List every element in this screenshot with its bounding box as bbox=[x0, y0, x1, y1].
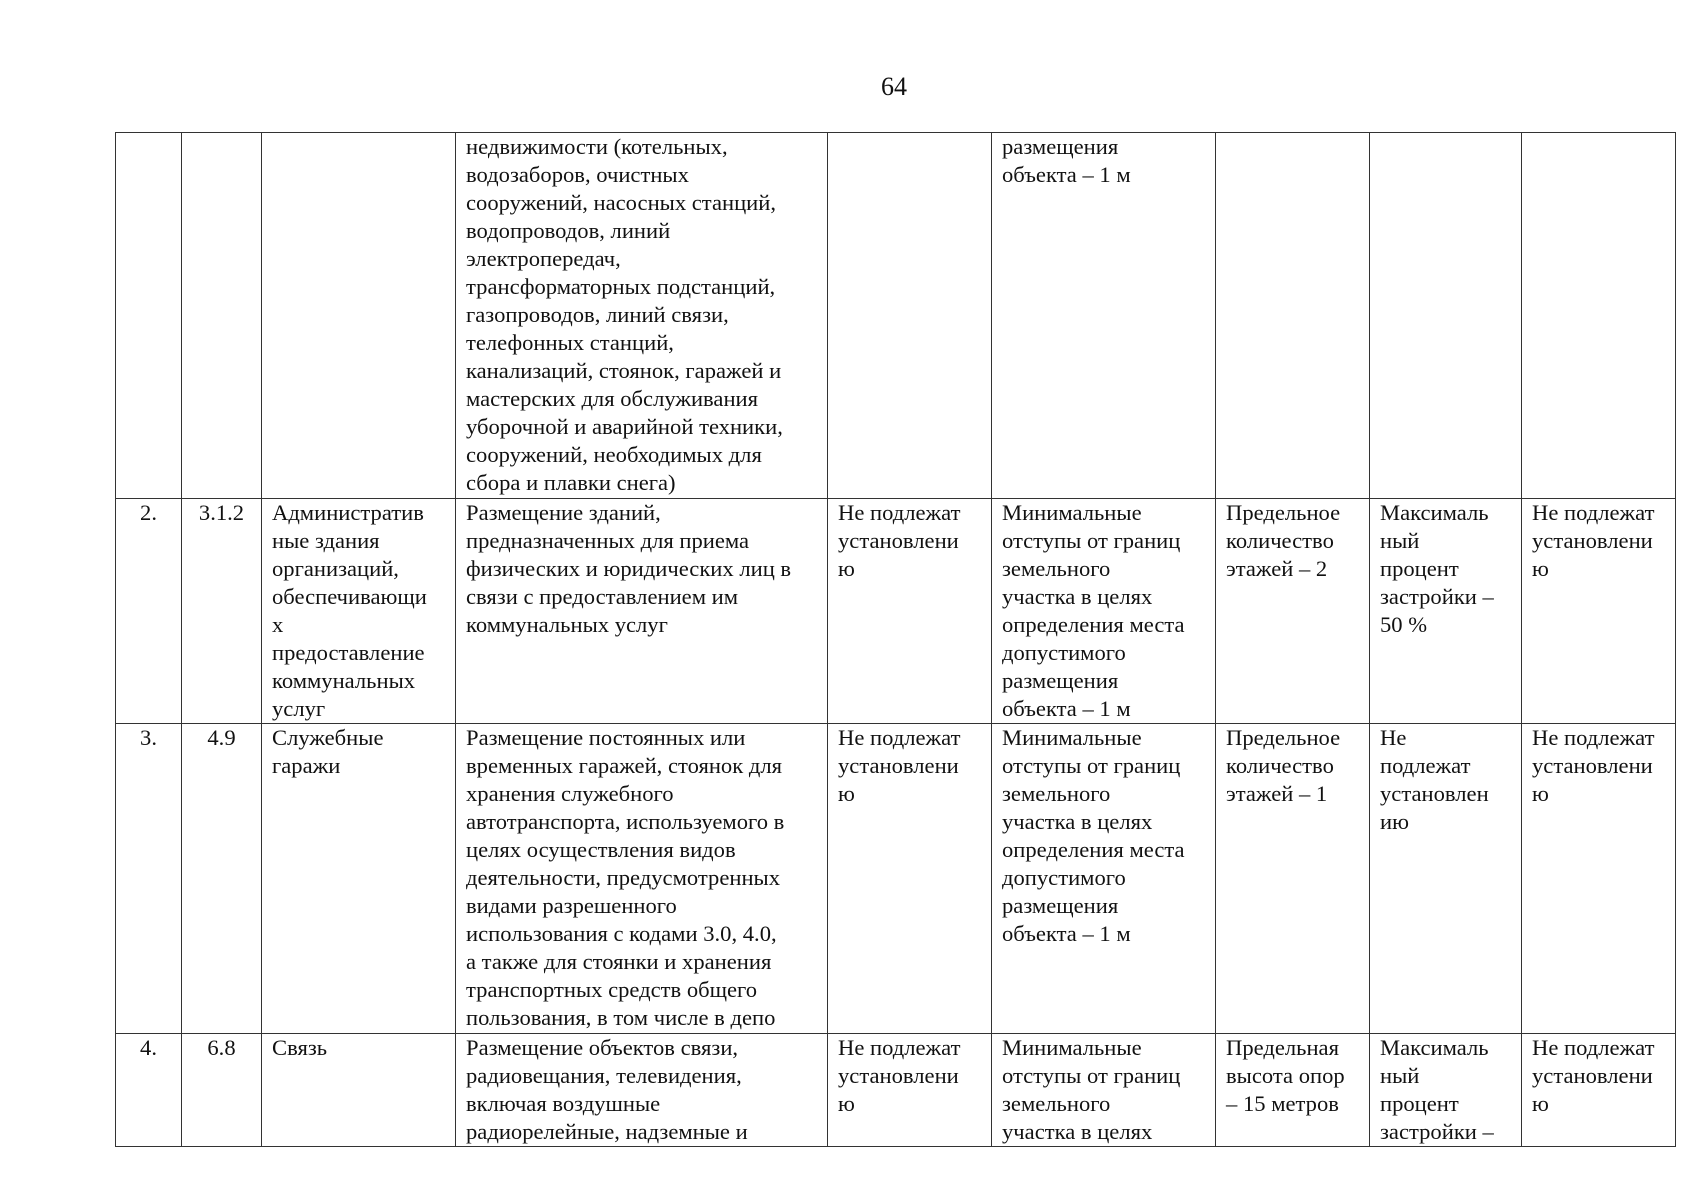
coverage-limits-cell bbox=[1370, 133, 1522, 499]
area-limits-cell: Не подлежат установлени ю bbox=[828, 1034, 992, 1147]
setbacks-cell: Минимальные отступы от границ земельного участка в целях определения места допустимого размещения объекта – 1 м bbox=[992, 724, 1216, 1034]
coverage-limits-cell: Не подлежат установлен ию bbox=[1370, 724, 1522, 1034]
use-code-cell bbox=[182, 133, 262, 499]
table-row bbox=[116, 133, 1676, 499]
coverage-limits-cell: Максималь ный процент застройки – bbox=[1370, 1034, 1522, 1147]
row-number-cell bbox=[116, 133, 182, 499]
use-description-cell: Размещение постоянных или временных гаражей, стоянок для хранения служебного автотранспорта, используемого в целях осуществления видов деятельности, предусмотренных видами разрешенного использования с кодами 3.0, 4.0, а также для стоянки и хранения транспортных средств общего пользования, в том числе в депо bbox=[456, 724, 828, 1034]
height-limits-cell: Предельная высота опор – 15 метров bbox=[1216, 1034, 1370, 1147]
use-code-cell: 6.8 bbox=[182, 1034, 262, 1147]
use-description-cell: Размещение зданий, предназначенных для приема физических и юридических лиц в связи с предоставлением им коммунальных услуг bbox=[456, 499, 828, 724]
row-number-cell: 4. bbox=[116, 1034, 182, 1147]
other-limits-cell: Не подлежат установлени ю bbox=[1522, 499, 1676, 724]
use-code-cell: 4.9 bbox=[182, 724, 262, 1034]
height-limits-cell: Предельное количество этажей – 2 bbox=[1216, 499, 1370, 724]
row-number-cell: 2. bbox=[116, 499, 182, 724]
use-name-cell: Служебные гаражи bbox=[262, 724, 456, 1034]
regulations-table bbox=[115, 132, 1676, 1147]
use-name-cell: Административ ные здания организаций, обеспечивающи х предоставление коммунальных услуг bbox=[262, 499, 456, 724]
page-number: 64 bbox=[881, 72, 907, 101]
other-limits-cell bbox=[1522, 133, 1676, 499]
table-row bbox=[116, 1034, 1676, 1147]
setbacks-cell: Минимальные отступы от границ земельного участка в целях bbox=[992, 1034, 1216, 1147]
use-description-cell: недвижимости (котельных, водозаборов, очистных сооружений, насосных станций, водопроводов, линий электропередач, трансформаторных подстанций, газопроводов, линий связи, телефонных станций, канализаций, стоянок, гаражей и мастерских для обслуживания уборочной и аварийной техники, сооружений, необходимых для сбора и плавки снега) bbox=[456, 133, 828, 499]
height-limits-cell: Предельное количество этажей – 1 bbox=[1216, 724, 1370, 1034]
height-limits-cell bbox=[1216, 133, 1370, 499]
table-row bbox=[116, 499, 1676, 724]
setbacks-cell: размещения объекта – 1 м bbox=[992, 133, 1216, 499]
other-limits-cell: Не подлежат установлени ю bbox=[1522, 1034, 1676, 1147]
coverage-limits-cell: Максималь ный процент застройки – 50 % bbox=[1370, 499, 1522, 724]
area-limits-cell bbox=[828, 133, 992, 499]
area-limits-cell: Не подлежат установлени ю bbox=[828, 724, 992, 1034]
use-name-cell bbox=[262, 133, 456, 499]
use-name-cell: Связь bbox=[262, 1034, 456, 1147]
row-number-cell: 3. bbox=[116, 724, 182, 1034]
table-row bbox=[116, 724, 1676, 1034]
use-description-cell: Размещение объектов связи, радиовещания, телевидения, включая воздушные радиорелейные, надземные и bbox=[456, 1034, 828, 1147]
area-limits-cell: Не подлежат установлени ю bbox=[828, 499, 992, 724]
setbacks-cell: Минимальные отступы от границ земельного участка в целях определения места допустимого размещения объекта – 1 м bbox=[992, 499, 1216, 724]
use-code-cell: 3.1.2 bbox=[182, 499, 262, 724]
other-limits-cell: Не подлежат установлени ю bbox=[1522, 724, 1676, 1034]
